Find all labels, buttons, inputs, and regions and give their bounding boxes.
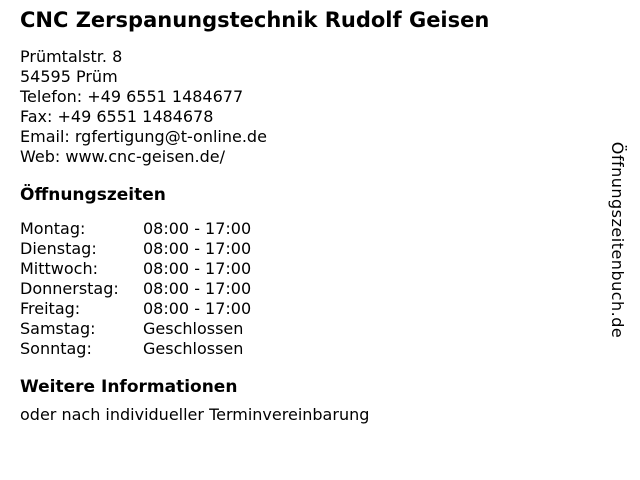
day-label: Donnerstag: <box>20 279 119 298</box>
watermark-brand-text: Öffnungszeitenbuch.de <box>608 141 627 339</box>
hours-row-samstag <box>20 319 600 339</box>
hours-value: 08:00 - 17:00 <box>143 259 252 278</box>
contact-info-block <box>20 47 600 167</box>
hours-value: 08:00 - 17:00 <box>143 219 252 238</box>
hours-row-sonntag <box>20 339 600 359</box>
hours-value: Geschlossen <box>143 319 244 338</box>
hours-row-mittwoch <box>20 259 600 279</box>
hours-row-donnerstag <box>20 279 600 299</box>
hours-row-freitag <box>20 299 600 319</box>
hours-row-montag <box>20 219 600 239</box>
day-label: Dienstag: <box>20 239 97 258</box>
day-label: Mittwoch: <box>20 259 98 278</box>
day-label: Samstag: <box>20 319 96 338</box>
day-label: Freitag: <box>20 299 81 318</box>
opening-hours-heading: Öffnungszeiten <box>20 185 166 205</box>
street-address: Prümtalstr. 8 <box>20 47 123 66</box>
email-line: Email: rgfertigung@t-online.de <box>20 127 267 146</box>
web-line: Web: www.cnc-geisen.de/ <box>20 147 225 166</box>
day-label: Montag: <box>20 219 86 238</box>
hours-value: 08:00 - 17:00 <box>143 279 252 298</box>
day-label: Sonntag: <box>20 339 92 358</box>
business-name-title: CNC Zerspanungstechnik Rudolf Geisen <box>20 8 490 32</box>
hours-value: Geschlossen <box>143 339 244 358</box>
phone-line: Telefon: +49 6551 1484677 <box>20 87 244 106</box>
hours-value: 08:00 - 17:00 <box>143 239 252 258</box>
hours-row-dienstag <box>20 239 600 259</box>
fax-line: Fax: +49 6551 1484678 <box>20 107 214 126</box>
more-info-text: oder nach individueller Terminvereinbarung <box>20 405 370 424</box>
city-address: 54595 Prüm <box>20 67 118 86</box>
more-info-heading: Weitere Informationen <box>20 377 238 397</box>
opening-hours-table <box>20 219 600 359</box>
hours-value: 08:00 - 17:00 <box>143 299 252 318</box>
